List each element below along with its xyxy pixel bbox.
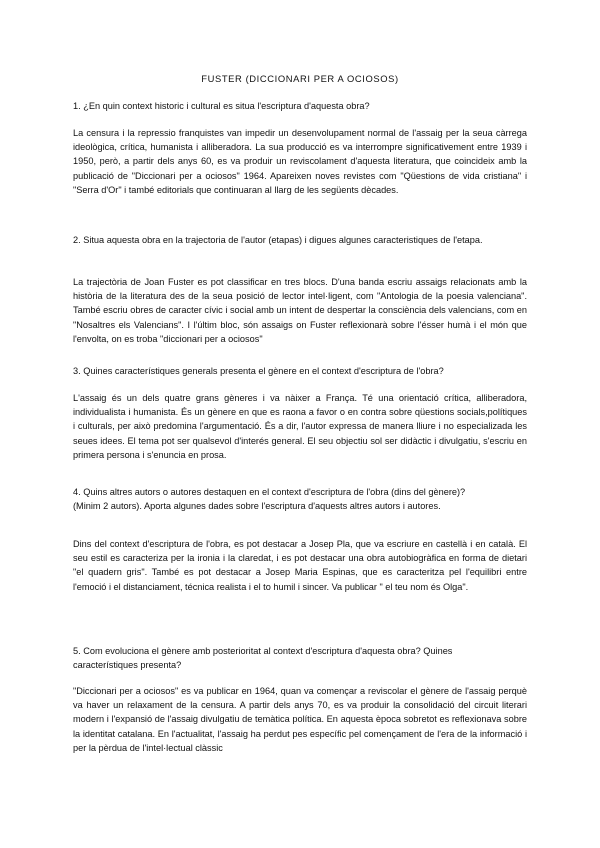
answer-2: La trajectòria de Joan Fuster es pot classificar en tres blocs. D'una banda escriu assaigs relacionats amb la història de la literatura des de la seua posició de lector intel·ligent, com "Antologia de la poesia valenciana". També escriu obres de caracter cívic i social amb un intent de despertar la consciència dels valencians, com en "Nosaltres els Valencians". I l'últim bloc, són assaigs on Fuster reflexionarà sobre l'ésser humà i el món que l'envolta, on es troba "diccionari per a ociosos" — [73, 277, 527, 344]
document-title: FUSTER (DICCIONARI PER A OCIOSOS) — [201, 73, 399, 84]
answer-3: L'assaig és un dels quatre grans gèneres i va nàixer a França. Té una orientació crítica, alliberadora, individualista i humanista. És un gènere en que es raona a favor o en contra sobre qüestions socials,polítiques i culturals, per això predomina l'argumentació. És a dir, l'autor expressa de manera lliure i no especializada les seues idees. El tema pot ser qualsevol d'interés general. El seu objectiu sol ser didàctic i divulgatiu, s'escriu en primera persona i s'enuncia en prosa. — [73, 393, 527, 460]
question-5: 5. Com evoluciona el gènere amb posterioritat al context d'escriptura d'aquesta obra? Quines característiques presenta? — [73, 646, 453, 671]
question-2: 2. Situa aquesta obra en la trajectoria de l'autor (etapas) i digues algunes caracteristiques de l'etapa. — [73, 235, 483, 245]
answer-5: "Diccionari per a ociosos" es va publicar en 1964, quan va començar a reviscolar el gènere de l'assaig perquè va haver un relaxament de la censura. A partir dels anys 70, es va produir la consolidació del circuit literari modern i l'expansió de l'assaig divulgatiu de temàtica política. En aquesta època sobretot es reflexionava sobre la identitat catalana. En l'actualitat, l'assaig ha perdut pes específic pel començament de l'era de la informació i per la pèrdua de l'intel·lectual clàssic — [73, 686, 527, 753]
question-3: 3. Quines característiques generals presenta el gènere en el context d'escriptura de l'obra? — [73, 366, 444, 376]
question-4: 4. Quins altres autors o autores destaquen en el context d'escriptura de l'obra (dins del gènere)? (Minim 2 autors). Aporta algunes dades sobre l'escriptura d'aquests altres autors i autores. — [73, 487, 466, 512]
question-1: 1. ¿En quin context historic i cultural es situa l'escriptura d'aquesta obra? — [73, 101, 370, 111]
answer-4: Dins del context d'escriptura de l'obra, es pot destacar a Josep Pla, que va escriure en castellà i en català. El seu estil es caracteriza per la ironia i la claredat, i es pot destacar una obra autobiogràfica en forma de dietari "el quadern gris". També es pot destacar a Josep Maria Espinas, que es caracteritza pel l'equilibri entre l'emoció i el distanciament, técnica realista i el to humil i sincer. Va publicar " el teu nom és Olga". — [73, 539, 527, 592]
answer-1: La censura i la repressio franquistes van impedir un desenvolupament normal de l'assaig per la seua càrrega ideològica, crítica, humanista i alliberadora. La sua producció es va interrompre significativement entre 1939 i 1950, però, a partir dels anys 60, es va produir un reviscolament d'aquesta literatura, que coincideix amb la publicació de "Diccionari per a ociosos" 1964. Apareixen noves revistes com "Qüestions de vida cristiana" i "Serra d'Or" i també editorials que continuaran al llarg de les següents dècades. — [73, 128, 527, 195]
